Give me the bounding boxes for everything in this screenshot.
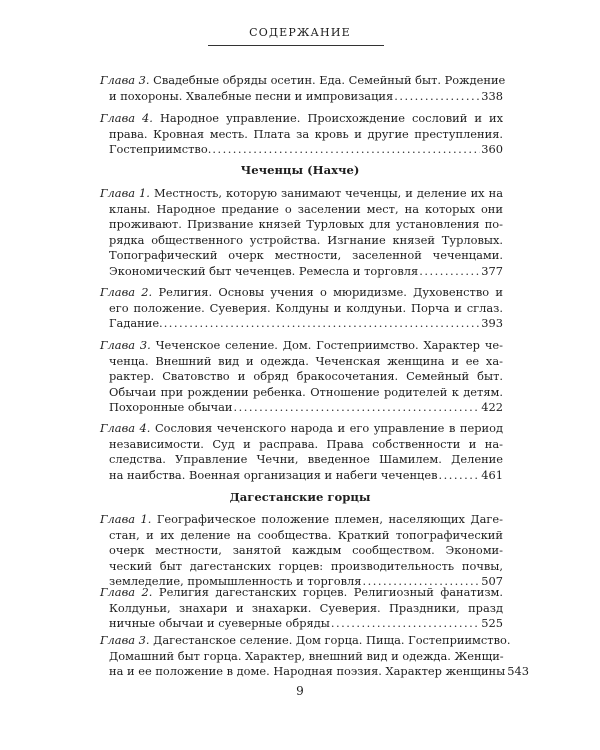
chapter-label: Глава 4. [100,421,151,435]
toc-entry[interactable]: Глава 1. Местность, которую занимают чеченцы, и деление их на кланы. Народное предание о заселении мест, на которых они проживают. Призвание князей Турловых для установления по- рядка общественного устройства. Изгнание князей Турловых. Топографический очерк местности, заселенной чеченцами. Экономический быт чеченцев. Ремесла и торговля ..... 377 [100,186,503,279]
page-number: 9 [296,684,304,698]
page-ref: 543 [507,664,529,678]
page-ref: 461 [481,467,503,482]
page-ref: 360 [481,142,503,156]
chapter-label: Глава 3. [100,73,150,87]
toc-entry[interactable]: Глава 3. Дагестанское селение. Дом горца. Пища. Гостеприимство. Домашний быт горца. Характер, внешний вид и одежда. Женщи- на и ее положение в доме. Народная поэзия. Характер женщины 543 [100,633,529,678]
running-header: СОДЕРЖАНИЕ [249,26,351,39]
page-ref: 507 [481,574,503,588]
page-ref: 377 [481,263,503,278]
toc-entry[interactable]: Глава 1. Географическое положение племен, населяющих Даге- стан, и их деление на сообщества. Краткий топографический очерк местности, занятой каждым сообществом. Экономи- ческий быт дагестанских горцев: производительность почвы, земледелие, промышленность и торговля ..... 507 [100,512,503,590]
page-ref: 393 [481,316,503,330]
page-ref: 338 [481,88,503,103]
leader-dots [439,468,481,484]
leader-dots [234,400,481,416]
leader-dots [394,89,480,105]
chapter-label: Глава 3. [100,338,151,352]
toc-entry[interactable]: Глава 2. Религия. Основы учения о мюридизме. Духовенство и его положение. Суеверия. Колдуны и колдуньи. Порча и сглаз. Гадание. ..... 393 [100,285,503,332]
chapter-label: Глава 2. [100,585,153,599]
chapter-label: Глава 1. [100,512,152,526]
chapter-label: Глава 2. [100,285,153,299]
leader-dots [212,142,480,158]
leader-dots [419,264,480,280]
page-ref: 422 [481,400,503,414]
toc-entry[interactable]: Глава 4. Сословия чеченского народа и его управление в период независимости. Суд и расправа. Права собственности и на- следства. Управление Чечни, введенное Шамилем. Деление на наибства. Военная организация и набеги чеченцев ..... 461 [100,421,503,483]
section-title: Чеченцы (Нахче) [240,163,360,177]
leader-dots [331,616,480,632]
chapter-label: Глава 3. [100,633,150,647]
toc-entry[interactable]: Глава 3. Свадебные обряды осетин. Еда. Семейный быт. Рождение и похороны. Хвалебные песни и импровизация ..... 338 [100,73,503,104]
toc-entry[interactable]: Глава 4. Народное управление. Происхождение сословий и их права. Кровная месть. Плата за кровь и другие преступления. Гостеприимство. ..... 360 [100,111,503,158]
toc-entry[interactable]: Глава 2. Религия дагестанских горцев. Религиозный фанатизм. Колдуньи, знахари и знахарки. Суеверия. Праздники, празд ничные обычаи и суеверные обряды ..... 525 [100,585,503,632]
header-rule [208,45,384,46]
leader-dots [164,316,481,332]
chapter-label: Глава 4. [100,111,153,125]
toc-entry[interactable]: Глава 3. Чеченское селение. Дом. Гостеприимство. Характер че- ченца. Внешний вид и одежда. Чеченская женщина и ее ха- рактер. Сватовство и обряд бракосочетания. Семейный быт. Обычаи при рождении ребенка. Отношение родителей к детям. Похоронные обычаи ..... 422 [100,338,503,416]
page-ref: 525 [481,616,503,630]
section-title: Дагестанские горцы [229,490,371,504]
chapter-label: Глава 1. [100,186,150,200]
